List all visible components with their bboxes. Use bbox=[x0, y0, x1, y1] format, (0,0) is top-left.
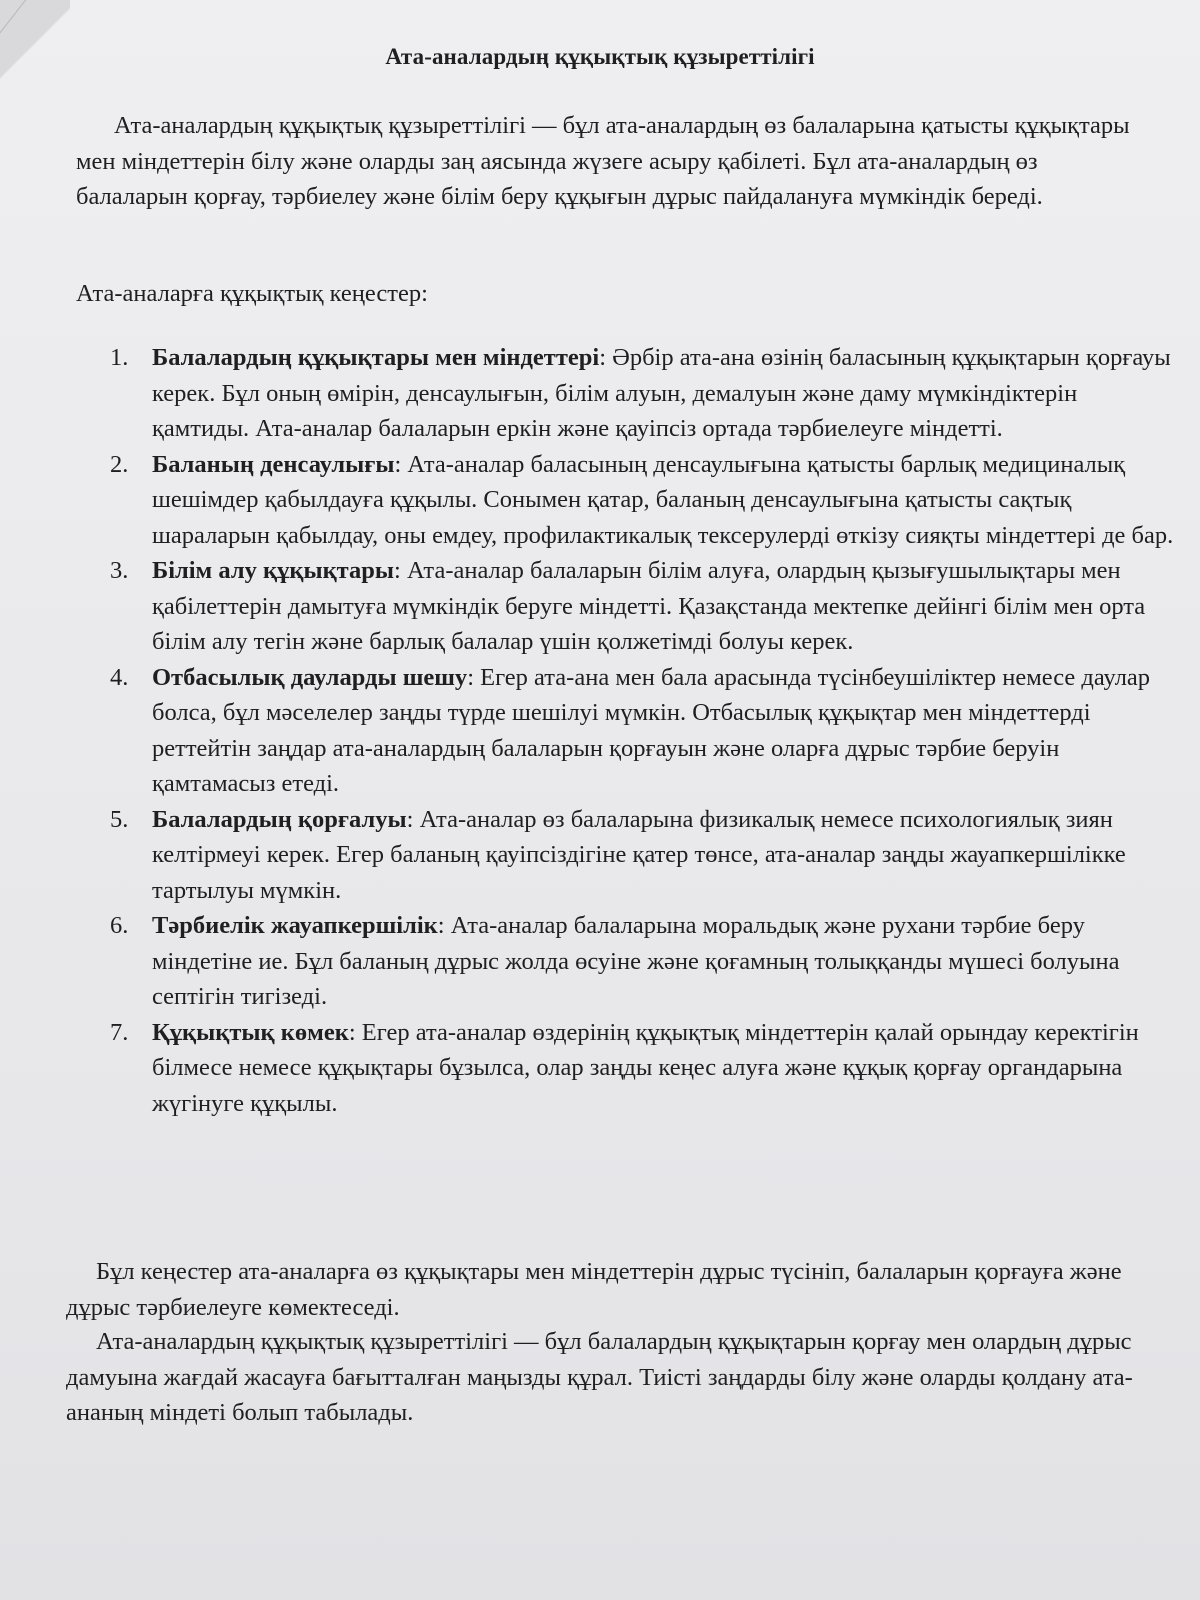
item-text: : Ата-аналар балаларын білім алуға, олардың қызығушылықтары мен қабілеттерін дамытуға мүмкіндік беруге міндетті. Қазақстанда мектепке дейінгі білім мен орта білім алу тегін және барлық балалар үшін қолжетімді болуы керек. bbox=[152, 557, 1146, 655]
list-item bbox=[100, 802, 1180, 909]
advice-list bbox=[100, 340, 1180, 1121]
list-item bbox=[100, 908, 1180, 1015]
list-item bbox=[100, 553, 1180, 660]
advice-list-heading: Ата-аналарға құқықтық кеңестер: bbox=[76, 280, 428, 307]
item-title: Балалардың құқықтары мен міндеттері bbox=[152, 344, 600, 371]
item-number: 6. bbox=[110, 912, 129, 939]
item-text: : Ата-аналар балаларына моральдық және рухани тәрбие беру міндетіне ие. Бұл баланың дұрыс жолда өсуіне және қоғамның толыққанды мүшесі болуына септігін тигізеді. bbox=[152, 912, 1120, 1010]
item-title: Баланың денсаулығы bbox=[152, 450, 395, 478]
item-text: : Егер ата-ана мен бала арасында түсінбеушіліктер немесе даулар болса, бұл мәселелер заңды түрде шешілуі мүмкін. Отбасылық құқықтар мен міндеттерді реттейтін заңдар ата-аналардың балаларын қорғауын және оларға дұрыс тәрбие беруін қамтамасыз етеді. bbox=[152, 663, 1151, 797]
list-item bbox=[100, 1015, 1180, 1122]
list-item bbox=[100, 660, 1180, 802]
item-text: : Ата-аналар баласының денсаулығына қатысты барлық медициналық шешімдер қабылдауға құқылы. Сонымен қатар, баланың денсаулығына қатысты сақтық шараларын қабылдау, оны емдеу, профилактикалық тексерулерді өткізу сияқты міндеттері де бар. bbox=[152, 450, 1174, 549]
item-text: : Егер ата-аналар өздерінің құқықтық міндеттерін қалай орындау керектігін білмесе немесе құқықтары бұзылса, олар заңды кеңес алуға және құқық қорғау органдарына жүгінуге құқылы. bbox=[152, 1018, 1139, 1117]
item-title: Құқықтық көмек bbox=[152, 1018, 349, 1046]
item-title: Балалардың қорғалуы bbox=[152, 805, 407, 833]
item-number: 3. bbox=[110, 557, 129, 584]
conclusion-paragraph: Ата-аналардың құқықтық құзыреттілігі — бұл балалардың құқықтарын қорғау мен олардың дұрыс дамуына жағдай жасауға бағытталған маңызды құрал. Тиісті заңдарды білу және оларды қолдану ата-ананың міндеті болып табылады. bbox=[66, 1328, 1133, 1426]
list-item bbox=[100, 447, 1180, 554]
item-number: 5. bbox=[110, 805, 129, 833]
list-item bbox=[100, 340, 1180, 447]
item-text: : Әрбір ата-ана өзінің баласының құқықтарын қорғауы керек. Бұл оның өмірін, денсаулығын, білім алуын, демалуын және даму мүмкіндіктерін қамтиды. Ата-аналар балаларын еркін және қауіпсіз ортада тәрбиелеуге міндетті. bbox=[152, 344, 1171, 442]
closing-paragraph: Бұл кеңестер ата-аналарға өз құқықтары мен міндеттерін дұрыс түсініп, балаларын қорғауға және дұрыс тәрбиелеуге көмектеседі. bbox=[66, 1258, 1122, 1321]
item-title: Тәрбиелік жауапкершілік bbox=[152, 912, 438, 939]
item-title: Отбасылық дауларды шешу bbox=[152, 663, 468, 691]
item-text: : Ата-аналар өз балаларына физикалық немесе психологиялық зиян келтірмеуі керек. Егер баланың қауіпсіздігіне қатер төнсе, ата-аналар заңды жауапкершілікке тартылуы мүмкін. bbox=[152, 805, 1126, 904]
item-number: 1. bbox=[110, 344, 129, 371]
item-number: 2. bbox=[110, 450, 129, 478]
document-title: Ата-аналардың құқықтық құзыреттілігі bbox=[385, 44, 815, 69]
item-title: Білім алу құқықтары bbox=[152, 557, 395, 584]
intro-paragraph: Ата-аналардың құқықтық құзыреттілігі — бұл ата-аналардың өз балаларына қатысты құқықтары мен міндеттерін білу және оларды заң аясында жүзеге асыру қабілеті. Бұл ата-аналардың өз балаларын қорғау, тәрбиелеу және білім беру құқығын дұрыс пайдалануға мүмкіндік береді. bbox=[76, 112, 1130, 210]
item-number: 7. bbox=[110, 1018, 129, 1046]
item-number: 4. bbox=[110, 663, 129, 691]
